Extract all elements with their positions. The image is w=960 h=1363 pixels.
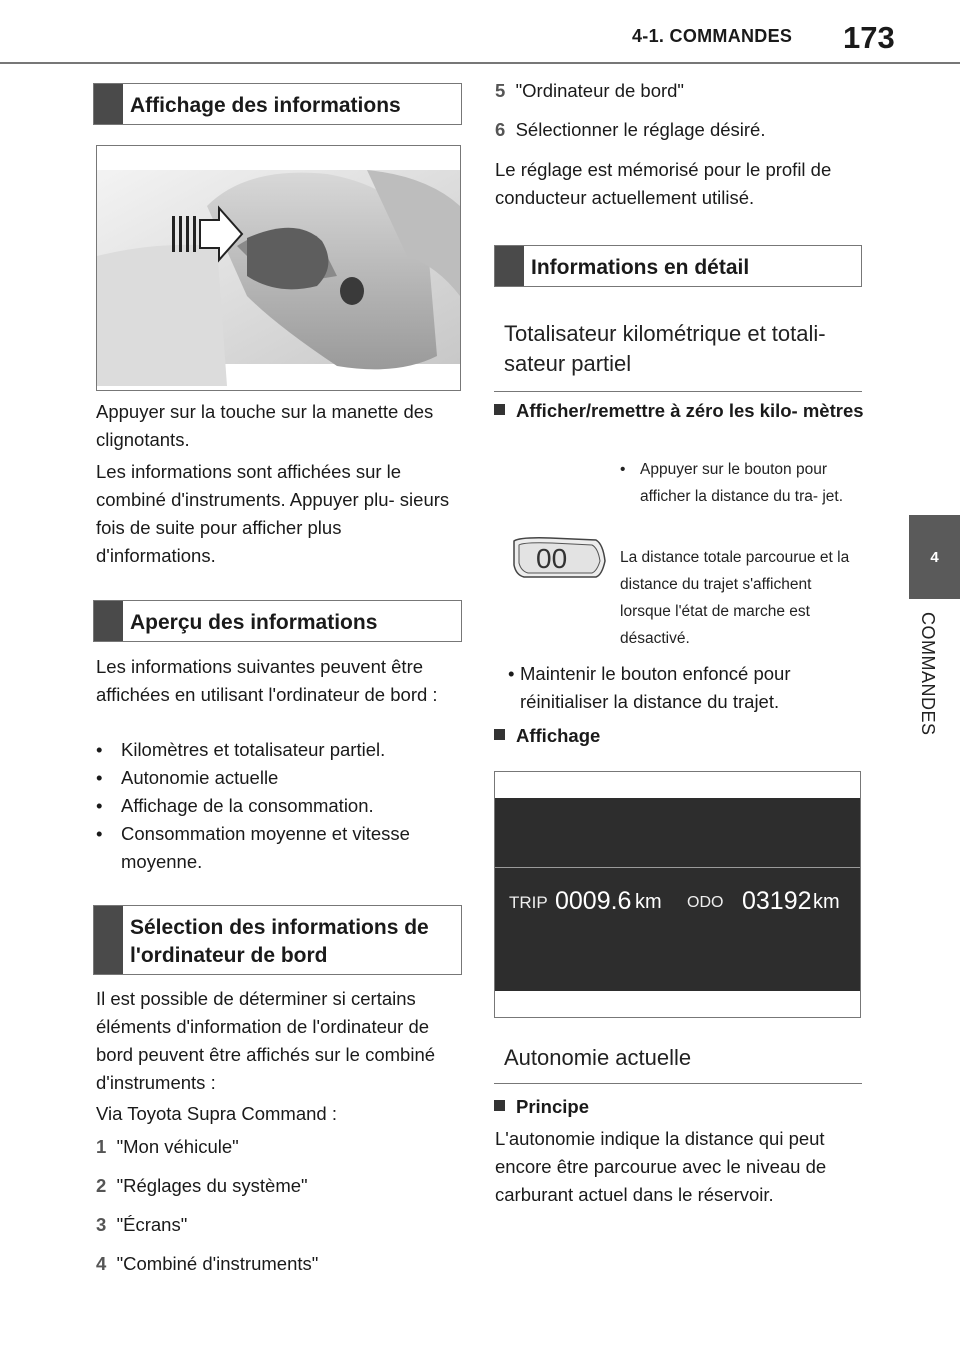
- section-title: Aperçu des informations: [130, 611, 378, 634]
- step-item: 2 "Réglages du système": [96, 1175, 308, 1196]
- paragraph: Le réglage est mémorisé pour le profil de conducteur actuellement utilisé.: [495, 159, 832, 208]
- step-item: 4 "Combiné d'instruments": [96, 1253, 319, 1274]
- section-title: Sélection des informations de l'ordinateur de bord: [130, 916, 429, 967]
- turn-signal-lever-illustration: [96, 145, 461, 391]
- display-divider: [495, 867, 860, 868]
- odo-value: 03192: [742, 887, 812, 915]
- subheading-autonomie: Autonomie actuelle: [494, 1043, 862, 1084]
- header-section-title: 4-1. COMMANDES: [632, 26, 793, 46]
- paragraph: L'autonomie indique la distance qui peut encore être parcourue avec le niveau de carburant actuel dans le réservoir.: [495, 1128, 827, 1205]
- section-heading-apercu: [93, 600, 462, 642]
- step-list: [495, 77, 865, 144]
- list-item: • Consommation moyenne et vitesse moyenne.: [96, 823, 410, 872]
- section-title: Informations en détail: [531, 256, 750, 279]
- paragraph: Via Toyota Supra Command :: [96, 1103, 337, 1124]
- chapter-tab: 4: [909, 515, 960, 599]
- subsection-heading: Affichage: [494, 722, 854, 750]
- section-bar: [94, 84, 123, 124]
- trip-label: TRIP: [509, 893, 548, 912]
- odometer-display-illustration: [494, 771, 861, 1018]
- paragraph: Appuyer sur la touche sur la manette des clignotants.: [96, 401, 434, 450]
- section-heading-affichage: [93, 83, 462, 125]
- section-bar: [94, 601, 123, 641]
- bullet-note: • Appuyer sur le bouton pour afficher la distance du tra- jet.: [620, 461, 844, 505]
- section-bar: [495, 246, 524, 286]
- subheading-totalisateur: Totalisateur kilométrique et totali- sateur partiel: [494, 319, 862, 392]
- square-bullet-icon: [494, 729, 505, 740]
- section-title: Affichage des informations: [130, 94, 401, 117]
- chapter-label: COMMANDES: [918, 612, 938, 736]
- step-item: 1 "Mon véhicule": [96, 1136, 239, 1157]
- subsection-heading: Principe: [494, 1093, 854, 1121]
- display-screen: [495, 798, 860, 991]
- list-item: • Kilomètres et totalisateur partiel.: [96, 739, 386, 760]
- trip-reset-button-illustration: [510, 535, 606, 581]
- odo-label: ODO: [687, 894, 724, 911]
- button-label: 00: [536, 543, 568, 574]
- section-heading-detail: [494, 245, 862, 287]
- paragraph: Il est possible de déterminer si certains éléments d'information de l'ordinateur de bord peuvent être affichés sur le combiné d'instruments :: [96, 988, 436, 1093]
- header-rule: [0, 62, 960, 64]
- step-list: [96, 1133, 466, 1278]
- odo-unit: km: [813, 891, 840, 913]
- paragraph: Les informations suivantes peuvent être affichées en utilisant l'ordinateur de bord :: [96, 656, 438, 705]
- subsection-heading: Afficher/remettre à zéro les kilo- mètres: [494, 397, 882, 425]
- note-paragraph: La distance totale parcourue et la distance du trajet s'affichent lorsque l'état de marche est désactivé.: [620, 549, 850, 647]
- section-heading-selection: [93, 905, 462, 975]
- square-bullet-icon: [494, 1100, 505, 1111]
- step-item: 6 Sélectionner le réglage désiré.: [495, 119, 766, 140]
- step-item: 5 "Ordinateur de bord": [495, 80, 685, 101]
- bullet-item: • Maintenir le bouton enfoncé pour réinitialiser la distance du trajet.: [508, 663, 791, 712]
- list-item: • Affichage de la consommation.: [96, 795, 374, 816]
- trip-value: 0009.6: [555, 887, 632, 915]
- step-item: 3 "Écrans": [96, 1214, 188, 1235]
- list-item: • Autonomie actuelle: [96, 767, 279, 788]
- trip-unit: km: [635, 891, 662, 913]
- section-bar: [94, 906, 123, 974]
- page-number: 173: [843, 20, 895, 55]
- bullet-list: [96, 736, 466, 876]
- paragraph: Les informations sont affichées sur le combiné d'instruments. Appuyer plu- sieurs fois de suite pour afficher plus d'informations.: [96, 461, 450, 566]
- square-bullet-icon: [494, 404, 505, 415]
